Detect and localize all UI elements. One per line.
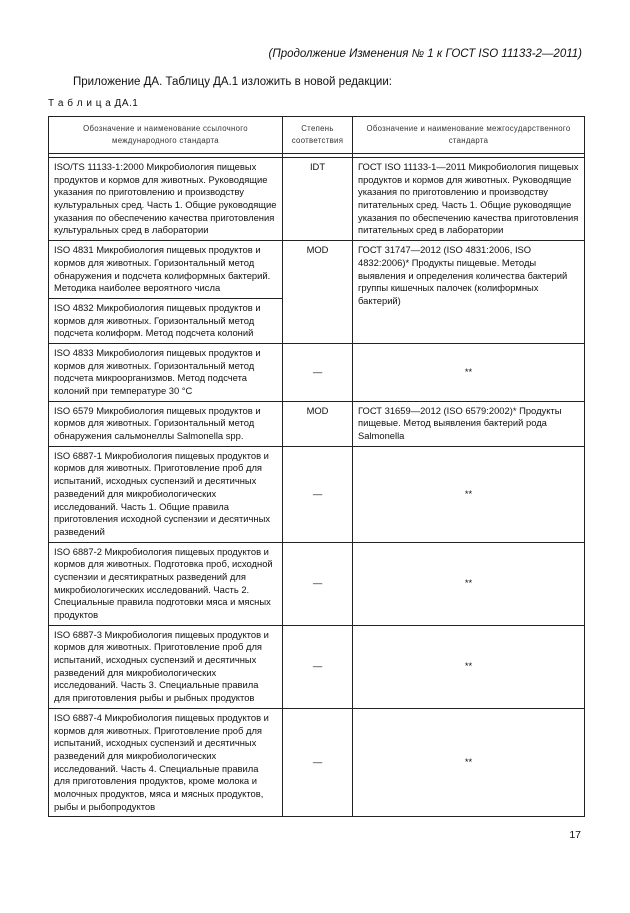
intro-text: Приложение ДА. Таблицу ДА.1 изложить в новой редакции:: [73, 76, 392, 88]
table-header-row: [49, 117, 585, 154]
cell-international: ISO/TS 11133-1:2000 Микробиология пищевых продуктов и кормов для животных. Руководящие указания по приготовлению и производству культуральных сред. Часть 1. Общие руководящие указания по обеспечению качества приготовления культуральных сред в лаборатории: [49, 158, 283, 241]
column-header-national: Обозначение и наименование межгосударственного стандарта: [353, 117, 585, 154]
cell-degree: —: [283, 708, 353, 817]
column-header-degree: Степень соответствия: [283, 117, 353, 154]
table-row: [49, 401, 585, 446]
table-row: [49, 343, 585, 401]
cell-degree: —: [283, 625, 353, 708]
table-row: [49, 708, 585, 817]
cell-national: ГОСТ 31747—2012 (ISO 4831:2006, ISO 4832:2006)* Продукты пищевые. Методы выявления и определения количества бактерий группы кишечных палочек (колиформных бактерий): [353, 241, 585, 344]
cell-international: ISO 6887-2 Микробиология пищевых продуктов и кормов для животных. Подготовка проб, исходной суспензии и десятикратных разведений для микробиологических исследований. Часть 2. Специальные правила подготовки мяса и мясных продуктов: [49, 542, 283, 625]
column-header-international: Обозначение и наименование ссылочного международного стандарта: [49, 117, 283, 154]
cell-national: **: [353, 446, 585, 542]
cell-international: ISO 6887-1 Микробиология пищевых продуктов и кормов для животных. Приготовление проб для испытаний, исходных суспензий и десятичных разведений для микробиологических исследований. Часть 1. Общие правила приготовления исходной суспензии и десятичных разведений: [49, 446, 283, 542]
table-row: [49, 241, 585, 299]
cell-degree: MOD: [283, 401, 353, 446]
table-row: [49, 446, 585, 542]
cell-degree: IDT: [283, 158, 353, 241]
cell-international: ISO 4833 Микробиология пищевых продуктов и кормов для животных. Горизонтальный метод подсчета микроорганизмов. Метод подсчета колоний при температуре 30 °С: [49, 343, 283, 401]
cell-degree: —: [283, 343, 353, 401]
cell-national: ГОСТ ISO 11133-1—2011 Микробиология пищевых продуктов и кормов для животных. Руководящие указания по приготовлению и производству питательных сред. Часть 1. Общие руководящие указания по обеспечению качества приготовления питательных сред в лаборатории: [353, 158, 585, 241]
cell-national: **: [353, 542, 585, 625]
cell-degree: —: [283, 542, 353, 625]
table-caption: Т а б л и ц а ДА.1: [48, 98, 139, 109]
cell-national: **: [353, 343, 585, 401]
cell-international: ISO 4832 Микробиология пищевых продуктов и кормов для животных. Горизонтальный метод подсчета колиформ. Метод подсчета колоний: [49, 298, 283, 343]
standards-table: [48, 116, 585, 817]
cell-degree: —: [283, 446, 353, 542]
cell-international: ISO 4831 Микробиология пищевых продуктов и кормов для животных. Горизонтальный метод обнаружения и подсчета колиформных бактерий. Методика наиболее вероятного числа: [49, 241, 283, 299]
page-number: 17: [569, 829, 581, 841]
table-row: [49, 158, 585, 241]
table-row: [49, 542, 585, 625]
table-row: [49, 625, 585, 708]
cell-international: ISO 6887-3 Микробиология пищевых продуктов и кормов для животных. Приготовление проб для испытаний, исходных суспензий и десятичных разведений для микробиологических исследований. Часть 3. Специальные правила для приготовления рыбы и рыбных продуктов: [49, 625, 283, 708]
cell-international: ISO 6579 Микробиология пищевых продуктов и кормов для животных. Горизонтальный метод обнаружения сальмонеллы Salmonella spp.: [49, 401, 283, 446]
page-header-continuation: (Продолжение Изменения № 1 к ГОСТ ISO 11133-2—2011): [268, 48, 582, 60]
cell-degree: MOD: [283, 241, 353, 344]
cell-national: ГОСТ 31659—2012 (ISO 6579:2002)* Продукты пищевые. Метод выявления бактерий рода Salmonella: [353, 401, 585, 446]
cell-national: **: [353, 708, 585, 817]
cell-national: **: [353, 625, 585, 708]
cell-international: ISO 6887-4 Микробиология пищевых продуктов и кормов для животных. Приготовление проб для испытаний, исходных суспензий и десятичных разведений для микробиологических исследований. Часть 4. Специальные правила для приготовления продуктов, кроме молока и молочных продуктов, мяса и мясных продуктов, рыбы и рыбопродуктов: [49, 708, 283, 817]
